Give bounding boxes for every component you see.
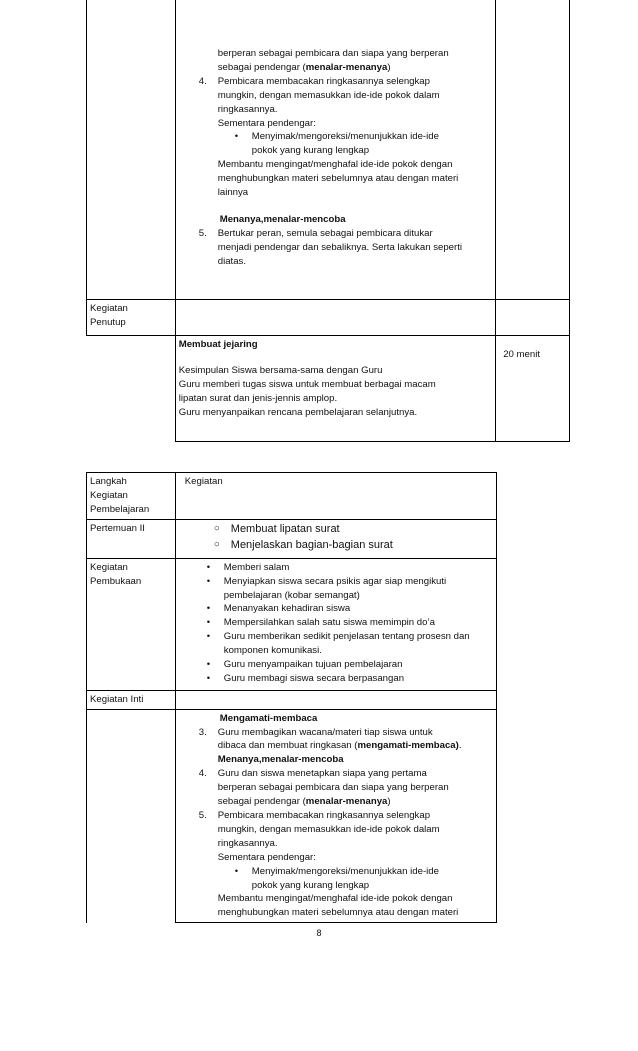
pembukaan-item	[179, 561, 493, 575]
bullet-icon: •	[206, 603, 211, 615]
section-heading: Menanya,menalar-mencoba	[217, 754, 344, 766]
bullet-icon: •	[206, 631, 211, 643]
text-part: .	[458, 740, 462, 752]
item-continuation: pokok yang kurang lengkap	[251, 879, 370, 891]
pembukaan-label-2: Pembukaan	[90, 575, 142, 587]
item-continuation: menghubungkan materi sebelumnya atau dengan materi	[217, 907, 459, 919]
penutup-line-3: lipatan surat dan jenis-jennis amplop.	[178, 392, 338, 404]
item-continuation: berperan sebagai pembicara dan siapa yang berperan	[217, 782, 449, 794]
header-langkah-cell	[87, 473, 176, 520]
item-text: Memberi salam	[223, 561, 290, 573]
inti-label-cell	[87, 690, 176, 709]
text-part: sebagai pendengar (	[217, 796, 306, 808]
item-text: Menanyakan kehadiran siswa	[223, 603, 351, 615]
inti-empty	[87, 709, 176, 923]
pembukaan-list	[179, 561, 493, 686]
item-continuation: Sementara pendengar:	[217, 851, 316, 863]
item-continuation: diatas.	[217, 255, 247, 267]
penutup-empty	[87, 336, 176, 442]
circle-bullet-icon: ○	[213, 522, 220, 534]
top-inti-content	[175, 0, 495, 300]
pertemuan-item-text: Membuat lipatan surat	[230, 522, 340, 535]
top-table	[86, 0, 570, 442]
pertemuan-item-1	[179, 522, 493, 538]
inti-content	[175, 709, 496, 923]
bottom-table	[86, 472, 497, 923]
item-text: Mempersilahkan salah satu siswa memimpin do’a	[223, 617, 435, 629]
pembukaan-item	[179, 672, 493, 686]
pembukaan-item	[179, 658, 493, 672]
item-text: pembelajaran (kobar semangat)	[223, 589, 360, 601]
item-text: Guru membagi siswa secara berpasangan	[223, 672, 405, 684]
header-kegiatan-cell	[175, 473, 496, 520]
bullet-icon: •	[234, 131, 239, 143]
bold-term: mengamati-membaca)	[357, 740, 459, 752]
section-heading: Menanya,menalar-mencoba	[219, 213, 346, 225]
penutup-time-cell	[496, 336, 570, 442]
bullet-icon: •	[206, 659, 211, 671]
numbered-item	[193, 75, 492, 89]
item-continuation: ringkasannya.	[217, 837, 278, 849]
inti-blank-cell	[175, 690, 496, 709]
text-part: )	[387, 796, 391, 808]
item-text: komponen komunikasi.	[223, 645, 322, 657]
item-text: Guru membagikan wacana/materi tiap siswa untuk	[217, 726, 433, 738]
pembukaan-label-1: Kegiatan	[90, 561, 128, 573]
top-inti-lines	[179, 2, 492, 269]
blank-line	[193, 200, 492, 213]
pembukaan-item	[179, 602, 493, 616]
penutup-line-2: Guru memberi tugas siswa untuk membuat berbagai macam	[178, 378, 436, 390]
item-number: 3.	[198, 726, 207, 738]
item-number: 5.	[198, 227, 207, 239]
inti-label: Kegiatan Inti	[90, 693, 144, 705]
item-continuation	[193, 61, 492, 75]
bullet-icon: •	[206, 617, 211, 629]
penutup-content	[175, 336, 495, 442]
item-continuation: Membantu mengingat/menghafal ide-ide pokok dengan	[217, 159, 453, 171]
penutup-blank-time	[496, 300, 570, 336]
bullet-icon: •	[206, 672, 211, 684]
item-text: Pembicara membacakan ringkasannya selengkap	[217, 809, 431, 821]
numbered-item	[193, 767, 493, 781]
item-text: Menyiapkan siswa secara psikis agar siap mengikuti	[223, 575, 447, 587]
item-text: Guru menyampaikan tujuan pembelajaran	[223, 659, 403, 671]
item-continuation: mungkin, dengan memasukkan ide-ide pokok dalam	[217, 823, 440, 835]
numbered-item	[193, 726, 493, 740]
circle-bullet-icon: ○	[213, 538, 220, 550]
bold-term: menalar-menanya	[305, 796, 388, 808]
penutup-label-cell	[87, 300, 176, 336]
item-continuation	[193, 795, 493, 809]
bullet-icon: •	[206, 561, 211, 573]
pertemuan-label-cell	[87, 519, 176, 558]
item-number: 5.	[198, 809, 207, 821]
section-heading: Mengamati-membaca	[219, 712, 318, 724]
page-number: 8	[316, 928, 322, 938]
item-number: 4.	[198, 768, 207, 780]
bullet-icon: •	[206, 575, 211, 587]
penutup-label-1: Kegiatan	[90, 303, 128, 314]
penutup-line-1: Kesimpulan Siswa bersama-sama dengan Guru	[178, 364, 383, 376]
sub-bullet-item	[193, 865, 493, 879]
spacer	[179, 352, 492, 364]
penutup-heading: Membuat jejaring	[178, 339, 258, 350]
header-kegiatan: Kegiatan	[184, 476, 223, 487]
inti-lines	[179, 712, 493, 921]
numbered-item	[193, 809, 493, 823]
bullet-icon: •	[234, 865, 239, 877]
pertemuan-label: Pertemuan II	[90, 522, 145, 534]
item-text: Menyimak/mengoreksi/menunjukkan ide-ide	[251, 865, 439, 877]
header-langkah-2: Kegiatan	[90, 489, 128, 501]
pembukaan-item	[179, 644, 493, 658]
pertemuan-content	[175, 519, 496, 558]
header-langkah-1: Langkah	[90, 476, 127, 487]
pertemuan-item-2	[179, 538, 493, 554]
item-continuation: Membantu mengingat/menghafal ide-ide pokok dengan	[217, 893, 453, 905]
pembukaan-item	[179, 616, 493, 630]
item-text: Pembicara membacakan ringkasannya selengkap	[217, 75, 430, 87]
pembukaan-content	[175, 558, 496, 690]
item-text: Guru memberikan sedikit penjelasan tentang prosesn dan	[223, 631, 470, 643]
top-step-cell	[87, 0, 176, 300]
penutup-blank-cell	[175, 300, 495, 336]
penutup-time: 20 menit	[503, 349, 541, 360]
numbered-item	[193, 227, 492, 241]
item-text: Guru dan siswa menetapkan siapa yang pertama	[217, 768, 427, 780]
text-part: dibaca dan membuat ringkasan (	[217, 740, 358, 752]
header-langkah-3: Pembelajaran	[90, 503, 150, 515]
item-number: 4.	[198, 75, 207, 87]
sub-bullet-item	[193, 130, 492, 144]
penutup-label-2: Penutup	[90, 316, 126, 328]
top-time-cell	[496, 0, 570, 300]
pembukaan-item	[179, 589, 493, 603]
text-part: sebagai pendengar (	[217, 61, 306, 73]
item-continuation: ringkasannya.	[217, 103, 278, 115]
pembukaan-item	[179, 575, 493, 589]
item-text: Menyimak/mengoreksi/menunjukkan ide-ide	[251, 131, 439, 143]
pertemuan-item-text: Menjelaskan bagian-bagian surat	[230, 538, 393, 551]
item-continuation: mungkin, dengan memasukkan ide-ide pokok dalam	[217, 89, 440, 101]
penutup-line-4: Guru menyanpaikan rencana pembelajaran selanjutnya.	[178, 406, 418, 418]
item-continuation: lainnya	[217, 187, 249, 199]
text-part: )	[387, 61, 391, 73]
pembukaan-item	[179, 630, 493, 644]
item-continuation: berperan sebagai pembicara dan siapa yang berperan	[217, 48, 449, 59]
item-continuation: menjadi pendengar dan sebaliknya. Serta lakukan seperti	[217, 241, 463, 253]
item-continuation: Sementara pendengar:	[217, 117, 316, 129]
item-continuation: menghubungkan materi sebelumnya atau dengan materi	[217, 173, 459, 185]
pembukaan-label-cell	[87, 558, 176, 690]
bold-term: menalar-menanya	[305, 61, 388, 73]
item-continuation: pokok yang kurang lengkap	[251, 145, 370, 157]
item-text: Bertukar peran, semula sebagai pembicara ditukar	[217, 227, 433, 239]
item-continuation	[193, 739, 493, 753]
